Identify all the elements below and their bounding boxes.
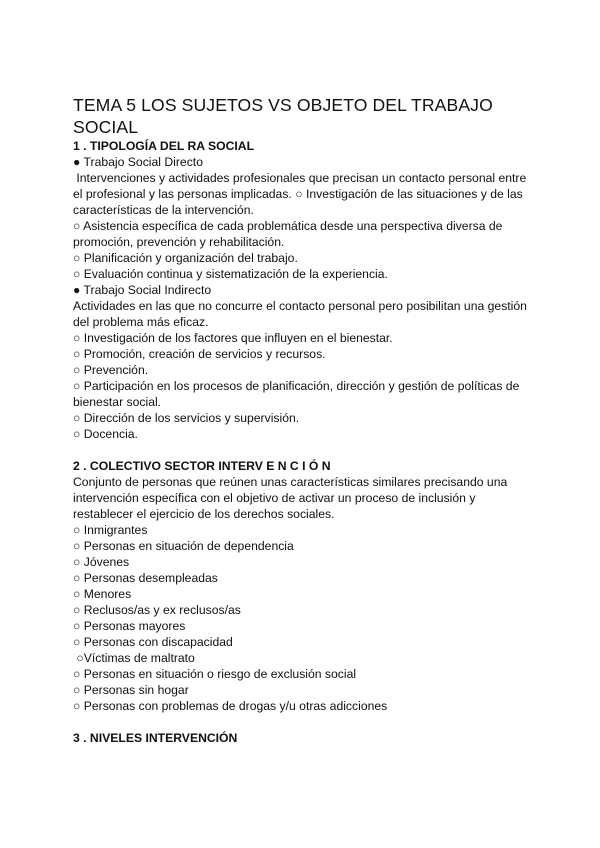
document-title (73, 94, 533, 138)
title-line-1: TEMA 5 LOS SUJETOS VS OBJETO DEL TRABAJO (73, 95, 493, 115)
text-line: ○ Promoción, creación de servicios y recursos. (73, 347, 326, 361)
text-line: ○ Dirección de los servicios y supervisión. (73, 411, 300, 425)
text-line: ○Víctimas de maltrato (73, 651, 195, 665)
text-line: ○ Docencia. (73, 427, 138, 441)
text-line: ○ Personas en situación de dependencia (73, 539, 294, 553)
text-line: Actividades en las que no concurre el contacto personal pero posibilitan una gestión (73, 299, 527, 313)
section-3-heading: 3 . NIVELES INTERVENCIÓN (73, 731, 238, 745)
text-line: ○ Planificación y organización del trabajo. (73, 251, 298, 265)
text-line: ● Trabajo Social Indirecto (73, 283, 212, 297)
text-line: ○ Jóvenes (73, 555, 130, 569)
section-2-body (73, 474, 533, 714)
text-line: Intervenciones y actividades profesionales que precisan un contacto personal entre (73, 171, 527, 185)
text-line: intervención específica con el objetivo de activar un proceso de inclusión y (73, 491, 476, 505)
text-line: ○ Personas con discapacidad (73, 635, 233, 649)
text-line: ● Trabajo Social Directo (73, 155, 203, 169)
text-line: ○ Personas en situación o riesgo de exclusión social (73, 667, 357, 681)
text-line: ○ Personas mayores (73, 619, 186, 633)
text-line: características de la intervención. (73, 203, 254, 217)
text-line: ○ Asistencia específica de cada problemática desde una perspectiva diversa de (73, 219, 503, 233)
text-line: ○ Evaluación continua y sistematización de la experiencia. (73, 267, 388, 281)
section-1-heading: 1 . TIPOLOGÍA DEL RA SOCIAL (73, 139, 255, 153)
title-line-2: SOCIAL (73, 117, 139, 137)
text-line: ○ Prevención. (73, 363, 149, 377)
text-line: promoción, prevención y rehabilitación. (73, 235, 285, 249)
text-line: ○ Investigación de los factores que influyen en el bienestar. (73, 331, 393, 345)
text-line: ○ Menores (73, 587, 132, 601)
spacer (73, 714, 533, 730)
text-line: ○ Personas con problemas de drogas y/u otras adicciones (73, 699, 388, 713)
spacer (73, 442, 533, 458)
text-line: ○ Reclusos/as y ex reclusos/as (73, 603, 241, 617)
text-line: ○ Participación en los procesos de planificación, dirección y gestión de políticas de (73, 379, 520, 393)
text-line: bienestar social. (73, 395, 162, 409)
text-line: Conjunto de personas que reúnen unas características similares precisando una (73, 475, 508, 489)
text-line: ○ Inmigrantes (73, 523, 148, 537)
section-2-heading: 2 . COLECTIVO SECTOR INTERV E N C I Ó N (73, 459, 331, 473)
text-line: ○ Personas sin hogar (73, 683, 189, 697)
section-1-body (73, 154, 533, 442)
text-line: restablecer el ejercicio de los derechos sociales. (73, 507, 335, 521)
text-line: ○ Personas desempleadas (73, 571, 218, 585)
text-line: el profesional y las personas implicadas. ○ Investigación de las situaciones y de las (73, 187, 523, 201)
text-line: del problema más eficaz. (73, 315, 209, 329)
document-page (73, 94, 533, 746)
